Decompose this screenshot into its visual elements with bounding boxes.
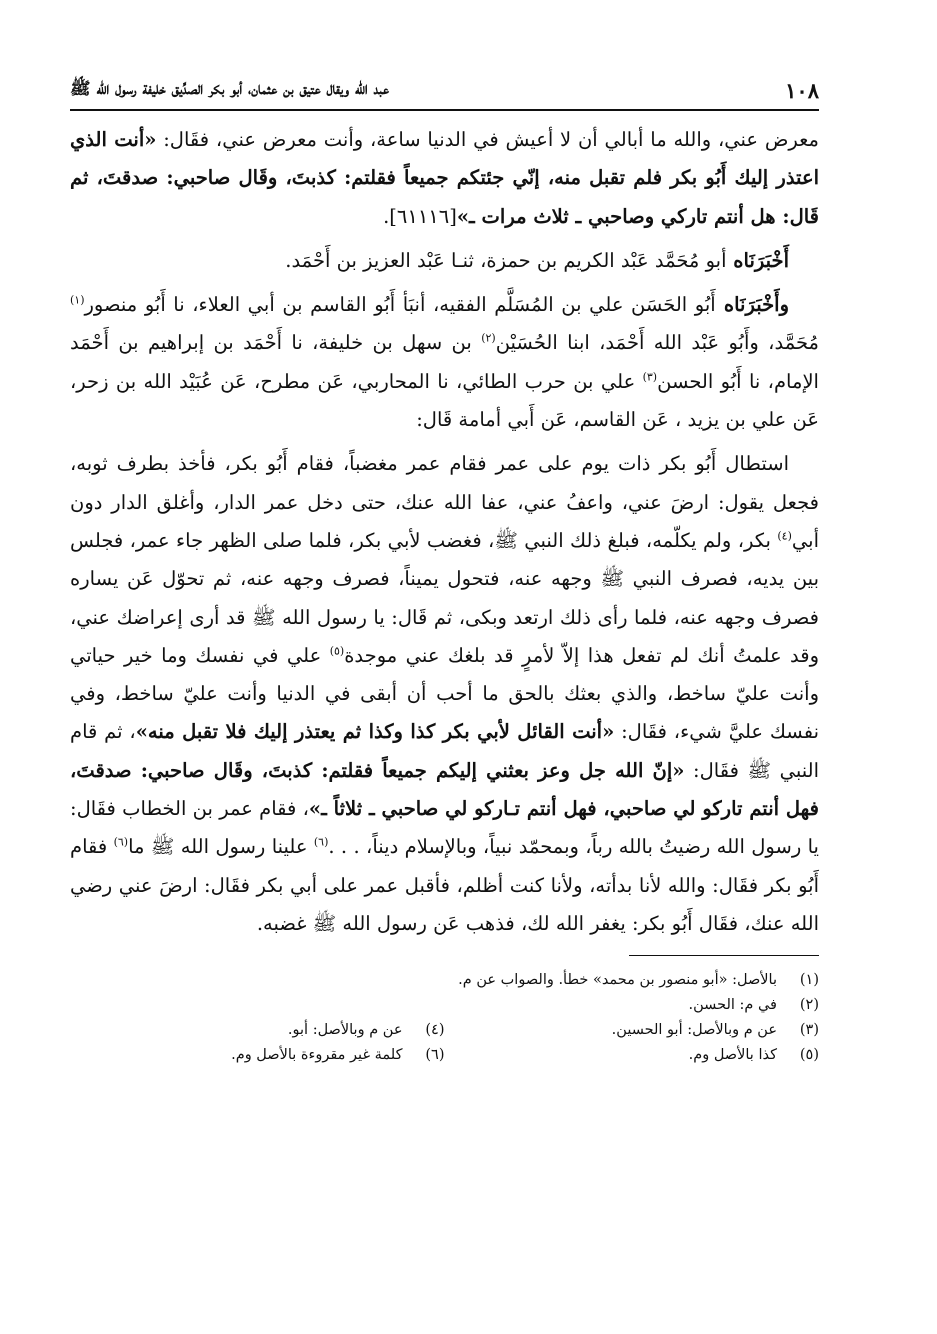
footnotes (70, 968, 819, 1068)
text-run: بن سهل بن خليفة، نا أَحْمَد بن إبراهيم بن أَحْمَد الإمام، نا أَبُو الحسن (70, 331, 819, 393)
page-number: ١٠٨ (785, 78, 819, 103)
footnote-marker: (٣) (642, 370, 658, 384)
footnote-number: (٦) (425, 1047, 445, 1064)
body-paragraph (70, 121, 819, 236)
text-run: ، ثم قام النبي ﷺ فقَال: (70, 720, 820, 782)
text-run: علينا رسول الله ﷺ ما (128, 835, 314, 859)
text-run: أَبُو الحَسَن علي بن المُسَلَّم الفقيه، أنبَأ أَبُو القاسم بن أبي العلاء، نا أَبُو منصور (84, 293, 716, 317)
footnote-number: (٣) (799, 1022, 819, 1039)
footnote-marker: (١) (70, 293, 85, 307)
footnote-number: (١) (799, 972, 819, 989)
text-run: فقام أَبُو بكر فقَال: والله لأنا بدأته، ولأنا كنت أظلم، فأقبل عمر على أبي بكر فقَال: ارضَ عني رضي الله عنك، فقَال أَبُو بكر: يغفر الله لك، فذهب عَن رسول الله ﷺ غضبه. (70, 835, 819, 935)
text-run: استطال أَبُو بكر ذات يوم على عمر فقام عمر مغضباً، فقام أَبُو بكر، فأخذ بطرف ثوبه، فجعل يقول: ارضَ عني، واعفُ عني، عفا الله عنك، حتى دخل عمر الدار، وأغلق الدار دون أبي (70, 452, 819, 552)
footnote-marker: (٢) (481, 331, 496, 345)
running-title: عبد الله ويقال عتيق بن عثمان، أبو بكر الصدِّيق خليفة رسول الله ﷺ (70, 79, 389, 99)
footnote-4 (70, 1018, 445, 1043)
quoted-text: «إنّ الله جل وعز بعثني إليكم جميعاً فقلتم: كذبتَ، وقَال صاحبي: صدقتَ، فهل أنتم تاركو لي صاحبي، فهل أنتم تـاركو لي صاحبي ـ ثلاثاً ـ» (70, 758, 819, 821)
footnote-row (70, 1043, 819, 1068)
footnote-number: (٤) (425, 1022, 445, 1039)
footnote-marker: (٦) (313, 835, 329, 849)
quoted-text: وأَخْبَرَنَاه (715, 293, 789, 317)
quoted-text: «أنت الذي اعتذر إليك أَبُو بكر فلم تقبل منه، إنّي جئتكم جميعاً فقلتم: كذبتَ، وقَال صاحبي: صدقتَ، ثم قَال: هل أنتم تاركي وصاحبي ـ ثلاث مرات ـ» (70, 128, 819, 228)
body-paragraph (70, 445, 819, 943)
footnote-separator (629, 955, 819, 956)
text-run: ، فقام عمر بن الخطاب فقَال: يا رسول الله رضيتُ بالله رباً، وبمحمّد نبياً، وبالإسلام ديناً، . . . (70, 797, 819, 859)
text-run: معرض عني، والله ما أبالي أن لا أعيش في الدنيا ساعة، وأنت معرض عني، فقَال: (156, 128, 820, 151)
quoted-text: أَخْبَرَنَاه (726, 248, 789, 272)
footnote-text: عن م وبالأصل: أبو. (287, 1022, 403, 1039)
body-paragraph (70, 286, 819, 439)
footnote-text: عن م وبالأصل: أبو الحسين. (611, 1022, 777, 1039)
text-run: [٦١١١٦]. (383, 204, 457, 228)
footnote-text: بالأصل: «أبو منصور بن محمد» خطأ. والصواب عن م. (458, 972, 777, 989)
footnote-text: كذا بالأصل وم. (688, 1047, 777, 1064)
footnote-3 (445, 1018, 820, 1043)
quoted-text: «أنت القائل لأبي بكر كذا وكذا ثم يعتذر إليك فلا تقبل منه» (135, 720, 615, 744)
running-header (70, 78, 819, 111)
footnote-6 (70, 1043, 445, 1068)
footnote-row (70, 993, 819, 1018)
text-run: علي في نفسك وما خير حياتي وأنت عليّ ساخط، والذي بعثك بالحق ما أحب أن أبقى في الدنيا وأنت عليّ ساخط، وفي نفسك عليَّ شيء، فقَال: (70, 643, 819, 744)
footnote-number: (٥) (799, 1047, 819, 1064)
footnote-marker: (٦) (113, 835, 129, 849)
text-run: علي بن حرب الطائي، نا المحاربي، عَن مطرح، عَن عُبَيْد الله بن زحر، عَن علي بن يزيد ، عَن القاسم، عَن أَبي أمامة قَال: (70, 369, 819, 432)
footnote-text: في م: الحسن. (688, 997, 777, 1014)
footnote-number: (٢) (799, 997, 819, 1014)
footnote-row (70, 1018, 819, 1043)
text-run: مُحَمَّد، وأَبُو عَبْد الله أَحْمَد، ابنا الحُسَيْن (495, 331, 820, 355)
book-page (70, 78, 819, 1068)
text-run: أبو مُحَمَّد عَبْد الكريم بن حمزة، ثنـا عَبْد العزيز بن أَحْمَد. (285, 248, 727, 272)
footnote-text: كلمة غير مقروءة بالأصل وم. (231, 1047, 403, 1064)
text-run: بكر، ولم يكلّمه، فبلغ ذلك النبي ﷺ، فغضب لأبي بكر، فلما صلى الظهر جاء عمر، فجلس بين يديه، فصرف النبي ﷺ وجهه عنه، فتحول يميناً، فصرف وجهه عنه، ثم تحوّل عَن يساره فصرف وجهه عنه، فلما رأى ذلك ارتعد وبكى، ثم قَال: يا رسول الله ﷺ قد أرى إعراضك عني، وقد علمتُ أنك لم تفعل هذا إلاّ لأمرٍ قد بلغك عني موجدة (70, 528, 820, 667)
footnote-5 (445, 1043, 820, 1068)
footnote-2 (445, 993, 820, 1018)
footnote-marker: (٤) (777, 529, 792, 543)
footnote-marker: (٥) (329, 644, 345, 658)
footnote-row (70, 968, 819, 993)
body-paragraph (70, 242, 819, 280)
footnote-1 (445, 968, 820, 993)
main-text (70, 121, 819, 943)
